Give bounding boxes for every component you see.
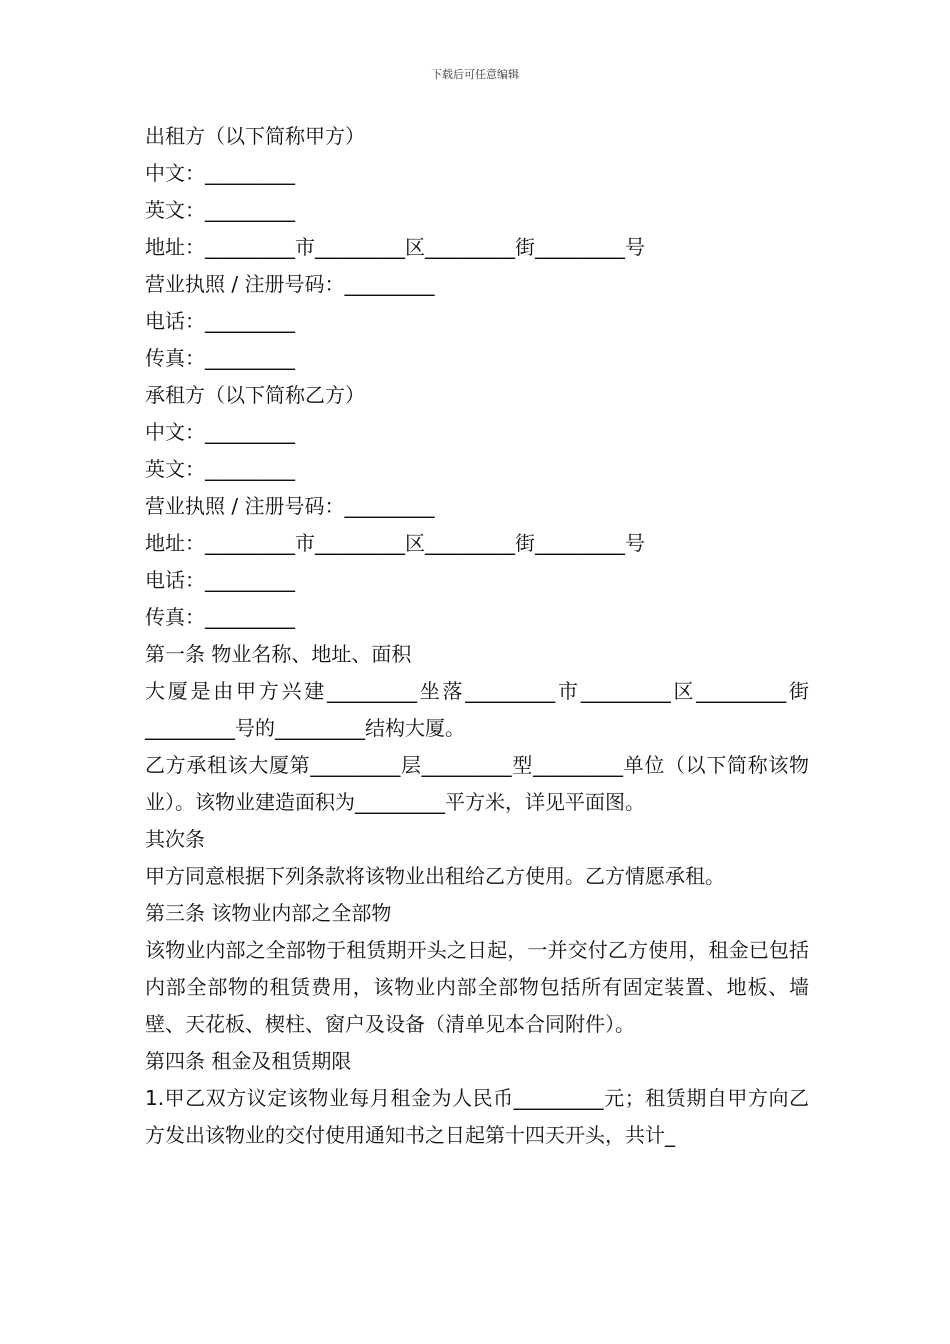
lessee-fax: 传真：_________ xyxy=(145,605,295,629)
lessee-phone: 电话：_________ xyxy=(145,568,295,592)
article-3-text: 该物业内部之全部物于租赁期开头之日起，一并交付乙方使用，租金已包括内部全部物的租赁费用，该物业内部全部物包括所有固定装置、地板、墙壁、天花板、楔柱、窗户及设备（清单见本合同附件）。 xyxy=(145,938,809,1036)
lessee-chinese-name: 中文：_________ xyxy=(145,420,295,444)
lessor-address: 地址：_________市_________区_________街_________号 xyxy=(145,235,645,259)
lessee-english-name: 英文：_________ xyxy=(145,457,295,481)
article-1-heading: 第一条 物业名称、地址、面积 xyxy=(145,642,412,666)
lessor-fax: 传真：_________ xyxy=(145,346,295,370)
article-2-text: 甲方同意根据下列条款将该物业出租给乙方使用。乙方情愿承租。 xyxy=(145,864,725,888)
lessor-english-name: 英文：_________ xyxy=(145,198,295,222)
lessor-phone: 电话：_________ xyxy=(145,309,295,333)
lessee-heading: 承租方（以下简称乙方） xyxy=(145,383,365,407)
article-4-text: 1.甲乙双方议定该物业每月租金为人民币_________元；租赁期自甲方向乙方发出该物业的交付使用通知书之日起第十四天开头，共计_ xyxy=(145,1086,809,1147)
lessor-chinese-name: 中文：_________ xyxy=(145,161,295,185)
page-header: 下载后可任意编辑 xyxy=(431,68,519,81)
lessee-license: 营业执照 / 注册号码：_________ xyxy=(145,494,435,518)
article-3-heading: 第三条 该物业内部之全部物 xyxy=(145,901,392,925)
article-1-text-b: 乙方承租该大厦第_________层_________型_________单位（以下简称该物业）。该物业建造面积为_________平方米，详见平面图。 xyxy=(145,753,809,814)
article-2-heading: 其次条 xyxy=(145,827,205,851)
article-1-text-a: 大厦是由甲方兴建_________坐落_________市_________区_________街_________号的_________结构大厦。 xyxy=(145,679,809,740)
article-4-heading: 第四条 租金及租赁期限 xyxy=(145,1049,352,1073)
lessor-heading: 出租方（以下简称甲方） xyxy=(145,124,365,148)
lessee-address: 地址：_________市_________区_________街_________号 xyxy=(145,531,645,555)
document-body xyxy=(145,118,809,1154)
lessor-license: 营业执照 / 注册号码：_________ xyxy=(145,272,435,296)
